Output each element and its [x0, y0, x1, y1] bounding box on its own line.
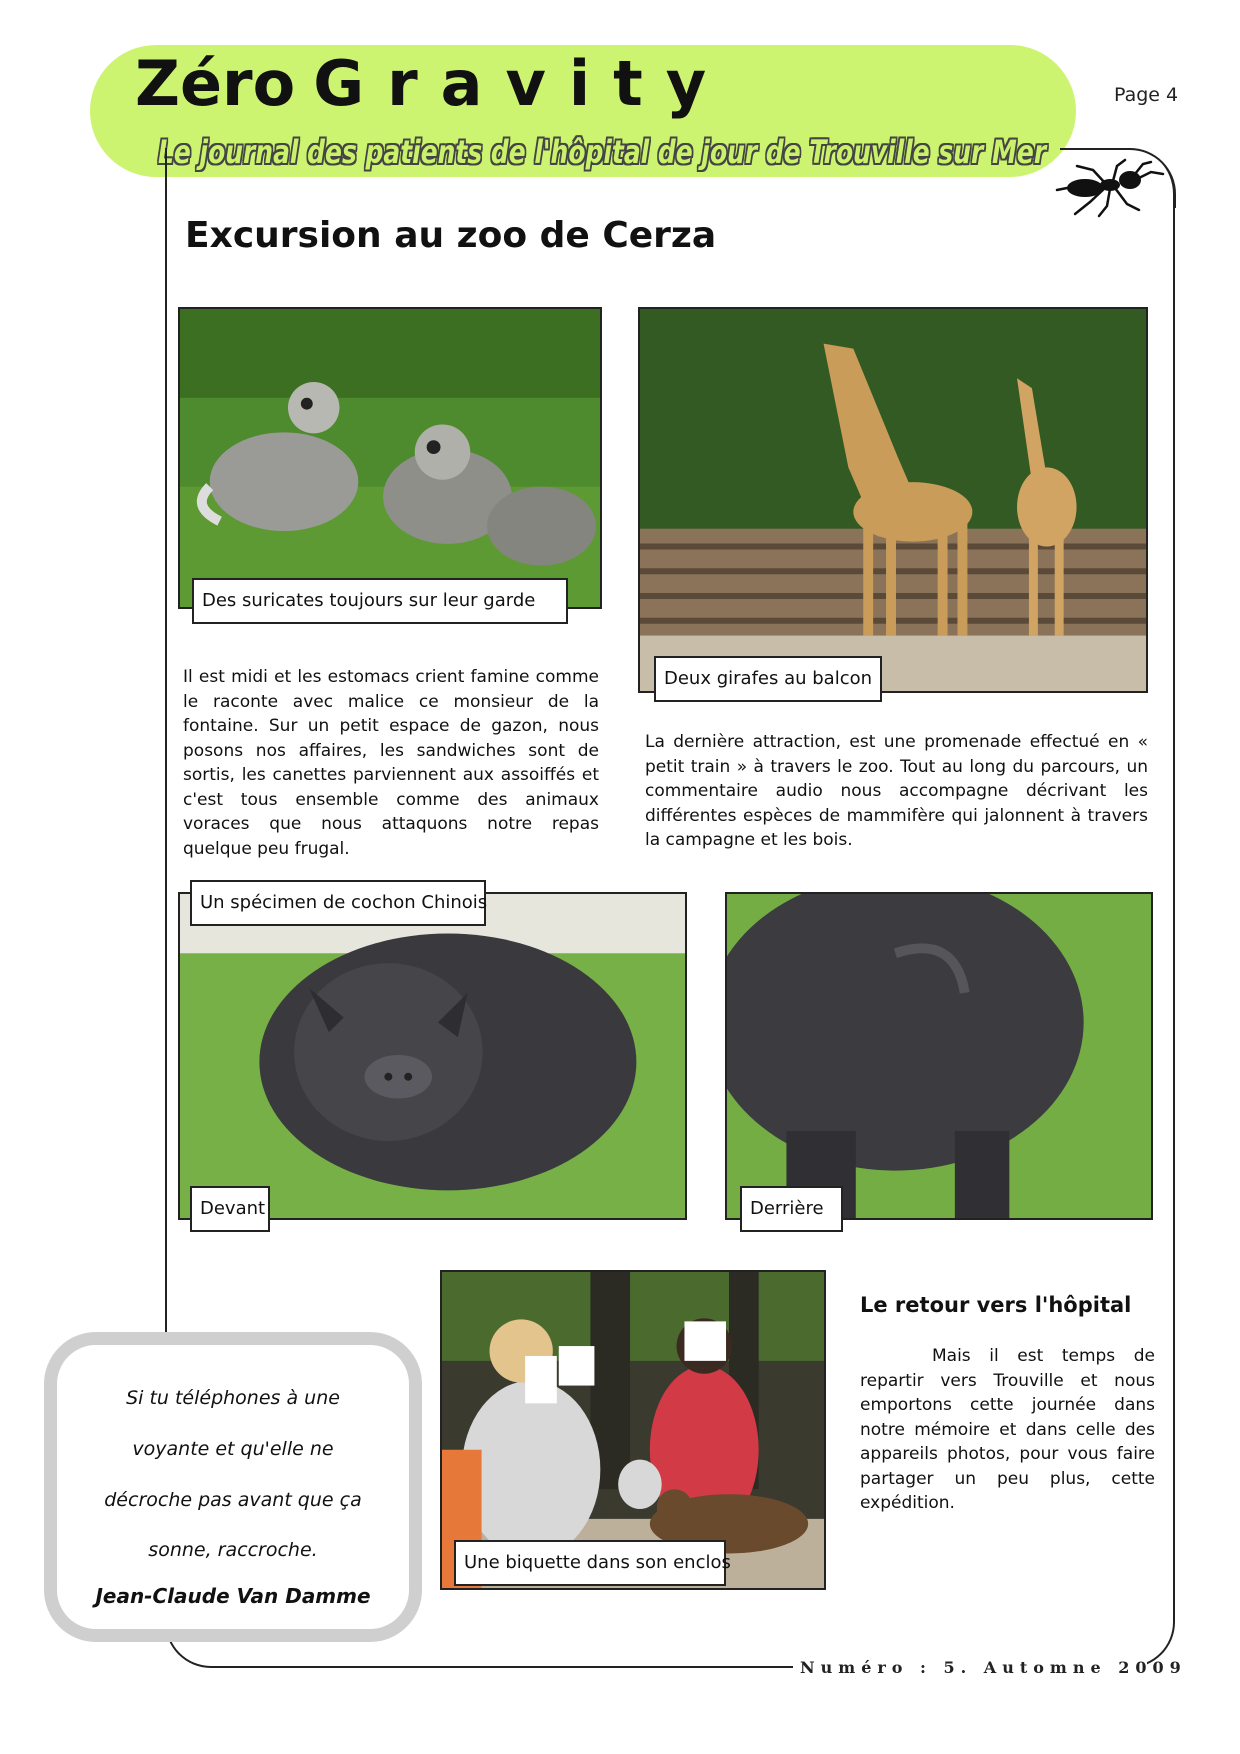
giraffes-photo: [638, 307, 1148, 693]
pig-back-caption: Derrière: [740, 1186, 843, 1232]
title-part-1: Zéro: [135, 47, 296, 120]
quote-line-3: décroche pas avant que ça: [104, 1489, 362, 1511]
quote-line-4: sonne, raccroche.: [148, 1539, 318, 1561]
paragraph-train: La dernière attraction, est une promenade effectué en « petit train » à travers le zoo. Tout au long du parcours, un commentaire audio nous accompagne décrivant les différentes espèces de mammifère qui jalonnent à travers la campagne et les bois.: [645, 732, 1148, 850]
lemurs-photo: [178, 307, 602, 609]
ant-icon: [1055, 158, 1167, 218]
pig-caption: Un spécimen de cochon Chinois: [190, 880, 486, 926]
goat-caption: Une biquette dans son enclos: [454, 1540, 726, 1586]
pig-front-photo: [178, 892, 687, 1220]
section-title-return: Le retour vers l'hôpital: [860, 1293, 1132, 1317]
pig-front-caption: Devant: [190, 1186, 270, 1232]
paragraph-return: Mais il est temps de repartir vers Trouville et nous emportons cette journée dans notre mémoire et dans celle des appareils photos, pour vous faire partager un peu plus, cette expédition.: [860, 1346, 1155, 1513]
title-part-2: Gravity: [313, 47, 730, 120]
quote-line-2: voyante et qu'elle ne: [132, 1438, 334, 1460]
quote-box: [44, 1332, 422, 1642]
page-number: Page 4: [1114, 84, 1179, 106]
newsletter-title: [135, 44, 729, 124]
quote-author: Jean-Claude Van Damme: [95, 1584, 371, 1608]
paragraph-lunch: Il est midi et les estomacs crient famine comme le raconte avec malice ce monsieur de la fontaine. Sur un petit espace de gazon, nous posons nos affaires, les sandwiches sont de sortis, les canettes parviennent aux assoiffés et c'est tous ensemble comme des animaux voraces que nous attaquons notre repas quelque peu frugal.: [183, 667, 599, 859]
giraffes-caption: Deux girafes au balcon: [654, 656, 882, 702]
lemurs-caption: Des suricates toujours sur leur garde: [192, 578, 568, 624]
quote-line-1: Si tu téléphones à une: [126, 1387, 340, 1409]
issue-footer: Numéro : 5. Automne 2009: [800, 1658, 1187, 1677]
article-title: Excursion au zoo de Cerza: [185, 215, 717, 256]
newsletter-subtitle: Le journal des patients de l'hôpital de jour de Trouville sur Mer: [158, 133, 1047, 171]
pig-back-photo: [725, 892, 1153, 1220]
